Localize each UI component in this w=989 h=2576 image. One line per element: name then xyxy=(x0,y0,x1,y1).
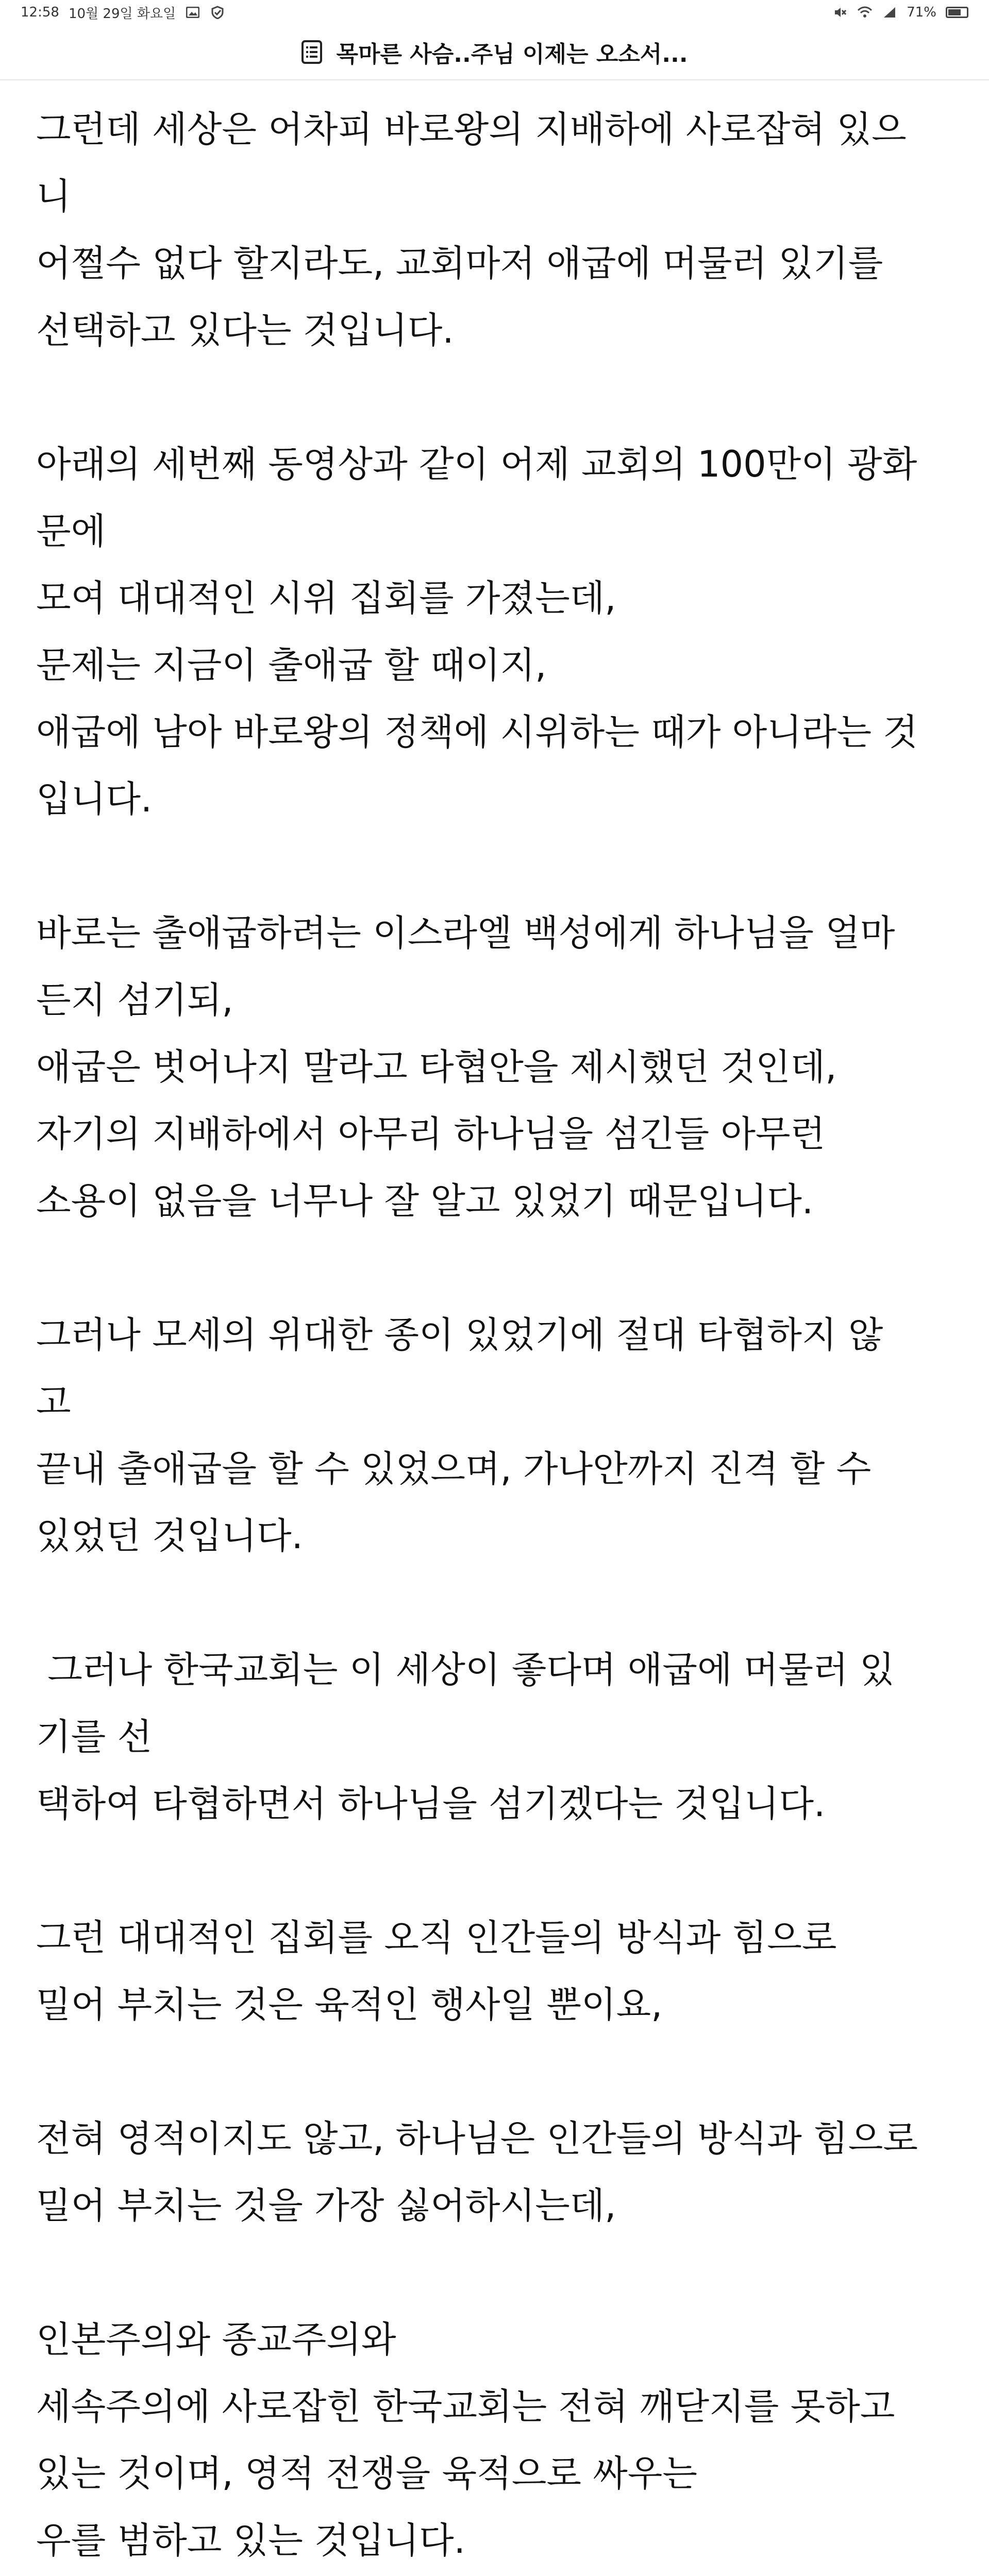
text-line: 든지 섬기되, xyxy=(36,979,233,1021)
paragraph-gap xyxy=(36,2574,959,2576)
text-line: 그런데 세상은 어차피 바로왕의 지배하에 사로잡혀 있으 xyxy=(36,108,907,150)
text-line: 모여 대대적인 시위 집회를 가졌는데, xyxy=(36,577,616,619)
text-line: 밀어 부치는 것은 육적인 행사일 뿐이요, xyxy=(36,1984,663,2026)
status-bar xyxy=(0,0,989,25)
text-line: 인본주의와 종교주의와 xyxy=(36,2318,396,2361)
paragraph-gap xyxy=(36,833,959,900)
page-title: 목마른 사슴..주님 이제는 오소서... xyxy=(336,41,688,67)
mute-icon xyxy=(832,5,848,20)
status-time: 12:58 xyxy=(21,5,59,20)
signal-icon xyxy=(882,5,897,20)
paragraph xyxy=(36,900,959,1234)
paragraph xyxy=(36,431,959,833)
battery-icon xyxy=(946,7,968,18)
text-line: 우를 범하고 있는 것입니다. xyxy=(36,2519,465,2562)
text-line: 어쩔수 없다 할지라도, 교회마저 애굽에 머물러 있기를 xyxy=(36,242,883,284)
battery-fill xyxy=(948,9,961,15)
text-line: 선택하고 있다는 것입니다. xyxy=(36,309,454,351)
paragraph xyxy=(36,1301,959,1569)
paragraph-gap xyxy=(36,2038,959,2105)
text-line: 문에 xyxy=(36,510,106,552)
gallery-icon xyxy=(185,5,200,20)
status-left xyxy=(21,3,225,22)
text-line: 고 xyxy=(36,1381,71,1423)
status-right xyxy=(832,5,968,20)
paragraph xyxy=(36,1904,959,2038)
status-date: 10월 29일 화요일 xyxy=(68,6,176,22)
title-bar xyxy=(0,25,989,80)
paragraph-gap xyxy=(36,1837,959,1904)
paragraph-gap xyxy=(36,1569,959,1636)
text-line: 전혀 영적이지도 않고, 하나님은 인간들의 방식과 힘으로 xyxy=(36,2117,918,2160)
document-list-icon[interactable] xyxy=(301,40,323,64)
paragraph-gap xyxy=(36,2239,959,2306)
text-line: 입니다. xyxy=(36,778,153,820)
text-line: 그런 대대적인 집회를 오직 인간들의 방식과 힘으로 xyxy=(36,1917,837,1959)
text-line: 아래의 세번째 동영상과 같이 어제 교회의 100만이 광화 xyxy=(36,443,917,485)
paragraph xyxy=(36,1636,959,1837)
paragraph xyxy=(36,2105,959,2239)
text-line: 있었던 것입니다. xyxy=(36,1515,303,1557)
text-line: 그러나 모세의 위대한 종이 있었기에 절대 타협하지 않 xyxy=(36,1314,883,1356)
text-line: 밀어 부치는 것을 가장 싫어하시는데, xyxy=(36,2184,616,2227)
battery-percentage: 71% xyxy=(907,5,936,20)
text-line: 소용이 없음을 너무나 잘 알고 있었기 때문입니다. xyxy=(36,1180,814,1222)
text-line: 그러나 한국교회는 이 세상이 좋다며 애굽에 머물러 있 xyxy=(36,1649,895,1691)
text-line: 애굽에 남아 바로왕의 정책에 시위하는 때가 아니라는 것 xyxy=(36,711,918,753)
text-line: 자기의 지배하에서 아무리 하나님을 섬긴들 아무런 xyxy=(36,1113,826,1155)
text-line: 세속주의에 사로잡힌 한국교회는 전혀 깨닫지를 못하고 xyxy=(36,2385,895,2428)
paragraph-gap xyxy=(36,364,959,431)
text-line: 애굽은 벗어나지 말라고 타협안을 제시했던 것인데, xyxy=(36,1046,837,1088)
paragraph xyxy=(36,2306,959,2574)
check-shield-icon xyxy=(210,5,225,20)
wifi-icon xyxy=(857,5,873,20)
text-line: 문제는 지금이 출애굽 할 때이지, xyxy=(36,644,547,686)
text-line: 택하여 타협하면서 하나님을 섬기겠다는 것입니다. xyxy=(36,1783,826,1825)
text-line: 니 xyxy=(36,175,71,217)
text-line: 바로는 출애굽하려는 이스라엘 백성에게 하나님을 얼마 xyxy=(36,912,895,954)
text-line: 기를 선 xyxy=(36,1716,153,1758)
paragraph-gap xyxy=(36,1234,959,1301)
paragraph xyxy=(36,96,959,364)
text-line: 끝내 출애굽을 할 수 있었으며, 가나안까지 진격 할 수 xyxy=(36,1448,871,1490)
text-line: 있는 것이며, 영적 전쟁을 육적으로 싸우는 xyxy=(36,2452,698,2495)
article-body xyxy=(36,96,959,2576)
